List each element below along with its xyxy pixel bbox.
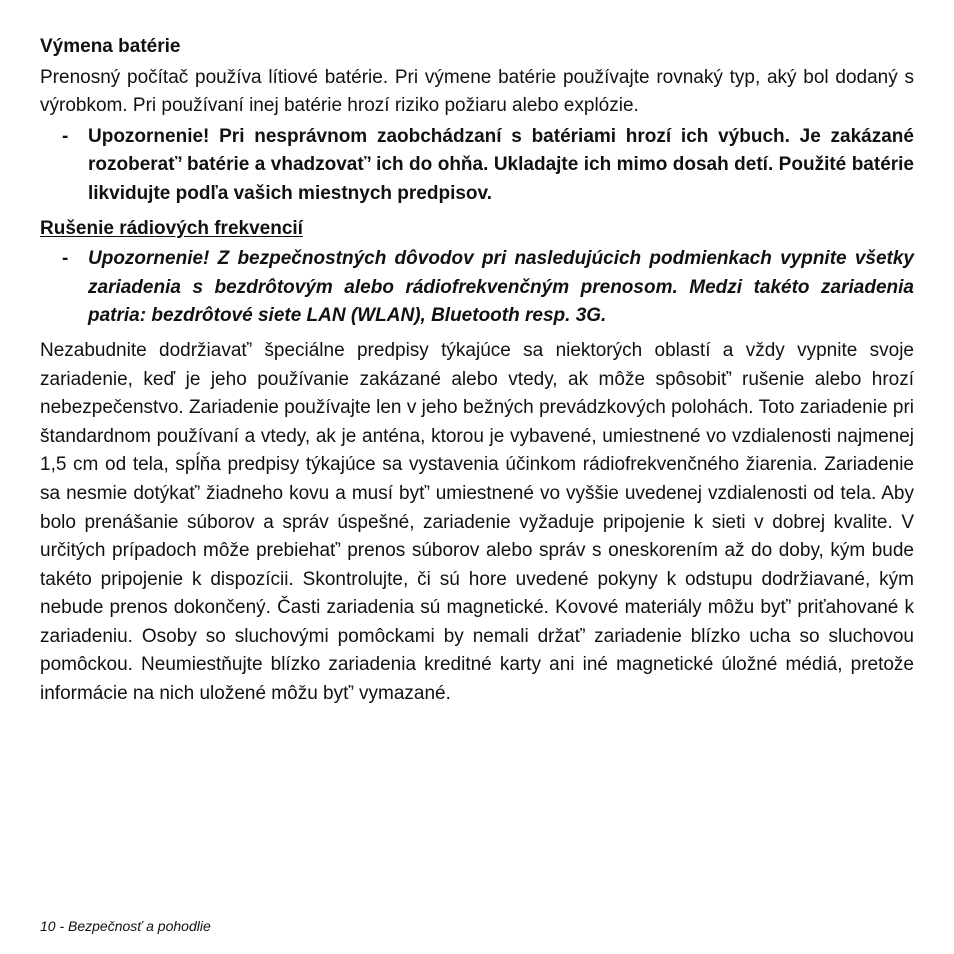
warning-bullet: -: [62, 125, 69, 147]
battery-warning: [40, 123, 914, 209]
warning-bullet: -: [62, 248, 69, 270]
battery-paragraph: Prenosný počítač používa lítiové batérie. Pri výmene batérie používajte rovnaký typ, aký bol dodaný s výrobkom. Pri používaní inej batérie hrozí riziko požiaru alebo explózie.: [40, 66, 914, 117]
page-footer: 10 - Bezpečnosť a pohodlie: [40, 918, 211, 934]
section-title-battery: Výmena batérie: [40, 36, 181, 57]
radio-warning: [40, 245, 914, 331]
section-title-radio-interference: Rušenie rádiových frekvencií: [40, 217, 303, 239]
radio-paragraph: Nezabudnite dodržiavať’ špeciálne predpisy týkajúce sa niektorých oblastí a vždy vypnite svoje zariadenie, keď je jeho používanie zakázané alebo vtedy, ak môže spôsobiť’ rušenie alebo hrozí nebezpečenstvo. Zariadenie používajte len v jeho bežných prevádzkových polohách. Toto zariadenie pri štandardnom používaní a vtedy, ak je anténa, ktorou je vybavené, umiestnené vo vzdialenosti najmenej 1,5 cm od tela, spĺňa predpisy týkajúce sa vystavenia účinkom rádiofrekvenčného žiarenia. Zariadenie sa nesmie dotýkať’ žiadneho kovu a musí byť’ umiestnené vo vyššie uvedenej vzdialenosti od tela. Aby bolo prenášanie súborov a správ úspešné, zariadenie vyžaduje pripojenie k sieti v dobrej kvalite. V určitých prípadoch môže prebiehať’ prenos súborov alebo správ s oneskorením až do doby, kým bude takéto pripojenie k dispozícii. Skontrolujte, či sú hore uvedené pokyny k odstupu dodržiavané, kým nebude prenos dokončený. Časti zariadenia sú magnetické. Kovové materiály môžu byť’ priťahované k zariadeniu. Osoby so sluchovými pomôckami by nemali držať’ zariadenie blízko ucha so sluchovou pomôckou. Neumiestňujte blízko zariadenia kreditné karty ani iné magnetické úložné médiá, pretože informácie na nich uložené môžu byť’ vymazané.: [40, 339, 914, 705]
radio-warning-text: Upozornenie! Z bezpečnostných dôvodov pri nasledujúcich podmienkach vypnite všetky zariadenia s bezdrôtovým alebo rádiofrekvenčným prenosom. Medzi takéto zariadenia patria: bezdrôtové siete LAN (WLAN), Bluetooth resp. 3G.: [88, 248, 914, 327]
document-page: [40, 33, 914, 711]
battery-warning-text: Upozornenie! Pri nesprávnom zaobchádzaní s batériami hrozí ich výbuch. Je zakázané rozoberať’ batérie a vhadzovať’ ich do ohňa. Ukladajte ich mimo dosah detí. Použité batérie likvidujte podľa vašich miestnych predpisov.: [88, 125, 914, 204]
